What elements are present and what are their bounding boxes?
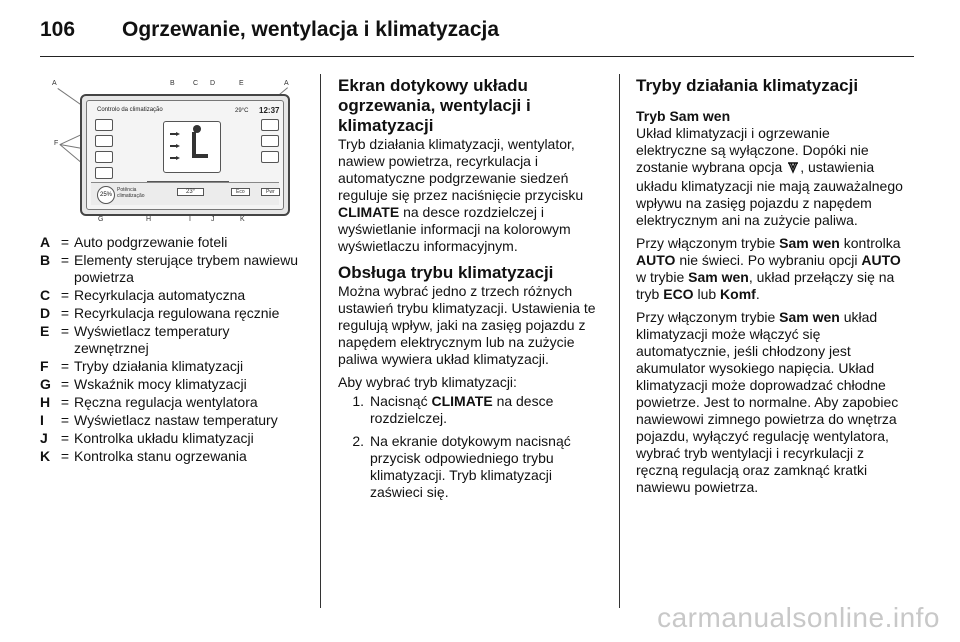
text-span: Przy włączonym trybie bbox=[636, 309, 776, 325]
legend-equals: = bbox=[60, 448, 70, 464]
section-heading: Tryby działania klimatyzacji bbox=[636, 76, 859, 95]
legend-equals: = bbox=[60, 412, 70, 428]
legend-key: I bbox=[40, 412, 44, 428]
legend-row bbox=[40, 412, 300, 429]
intro-paragraph bbox=[338, 136, 606, 255]
outside-temp: 29°C bbox=[235, 108, 249, 114]
legend-description: Kontrolka stanu ogrzewania bbox=[74, 448, 247, 464]
callout-a-right: A bbox=[284, 80, 289, 87]
mode-button bbox=[95, 167, 113, 179]
column-1 bbox=[40, 76, 300, 466]
power-label: Potência climatização bbox=[117, 187, 145, 199]
watermark: carmanualsonline.info bbox=[657, 602, 940, 633]
column-3 bbox=[636, 76, 904, 496]
legend-equals: = bbox=[60, 358, 70, 374]
text-span: kontrolka bbox=[843, 235, 901, 251]
eco-indicator: Eco bbox=[231, 188, 250, 196]
legend-equals: = bbox=[60, 234, 70, 250]
step-number: 1. bbox=[352, 393, 364, 409]
text-span: , ustawienia układu klimatyzacji nie mają zauważalnego wpływu na zasięg pojazdu z napędem elektrycznym ani na zużycie paliwa. bbox=[636, 159, 903, 228]
section-heading: Ekran dotykowy układu ogrzewania, wentylacji i klimatyzacji bbox=[338, 76, 531, 135]
list-item bbox=[338, 433, 606, 501]
column-2 bbox=[338, 76, 606, 507]
callout-g: G bbox=[98, 216, 104, 223]
legend-row bbox=[40, 430, 300, 447]
page-number: 106 bbox=[40, 18, 76, 41]
figure-legend bbox=[40, 234, 300, 465]
auto-heat-button bbox=[261, 119, 279, 131]
callout-d: D bbox=[210, 80, 216, 87]
legend-description: Ręczna regulacja wentylatora bbox=[74, 394, 258, 410]
header-rule bbox=[40, 56, 914, 57]
text-span: . bbox=[755, 286, 760, 302]
legend-key: H bbox=[40, 394, 51, 410]
legend-equals: = bbox=[60, 376, 70, 392]
legend-description: Kontrolka układu klimatyzacji bbox=[74, 430, 254, 446]
legend-description: Recyrkulacja automatyczna bbox=[74, 287, 246, 303]
callout-b: B bbox=[170, 80, 175, 87]
climate-keyword: CLIMATE bbox=[431, 393, 493, 409]
step-number: 2. bbox=[352, 433, 364, 449]
text-span: w trybie bbox=[636, 269, 685, 285]
auto-keyword: AUTO bbox=[861, 252, 901, 268]
fan-off-icon bbox=[786, 161, 800, 178]
callout-a: A bbox=[52, 80, 57, 87]
callout-f: F bbox=[54, 140, 59, 147]
legend-equals: = bbox=[60, 287, 70, 303]
text-span: Tryb działania klimatyzacji, wentylator, nawiew powietrza, recyrkulacja i automatyczne podgrzewanie siedzeń reguluje się przez naciśnięcie przycisku bbox=[338, 136, 584, 203]
text-span: na desce rozdzielczej i wyświetlanie informacji na kolorowym wyświetlaczu informacyjnym. bbox=[338, 204, 571, 254]
climate-screen-figure bbox=[40, 76, 300, 226]
seat-heat-button bbox=[95, 119, 113, 131]
column-divider-2 bbox=[619, 74, 620, 608]
paragraph bbox=[636, 125, 904, 229]
legend-key: C bbox=[40, 287, 51, 303]
mode-button bbox=[95, 135, 113, 147]
legend-row bbox=[40, 252, 300, 286]
eco-keyword: ECO bbox=[663, 286, 694, 302]
recirc-auto-button bbox=[261, 135, 279, 147]
paragraph: Aby wybrać tryb klimatyzacji: bbox=[338, 374, 517, 390]
legend-row bbox=[40, 287, 300, 304]
legend-row bbox=[40, 305, 300, 322]
seat-icon bbox=[163, 121, 221, 173]
column-divider-1 bbox=[320, 74, 321, 608]
step-text bbox=[370, 393, 606, 427]
callout-c: C bbox=[193, 80, 199, 87]
legend-description: Auto podgrzewanie foteli bbox=[74, 234, 228, 250]
legend-row bbox=[40, 376, 300, 393]
text-span: Układ klimatyzacji i ogrzewanie elektryczne są wyłączone. Dopóki nie zostanie wybrana opcja bbox=[636, 125, 869, 175]
screen-bottom-bar bbox=[91, 182, 279, 205]
subsection-heading: Tryb Sam wen bbox=[636, 108, 731, 124]
legend-description: Wskaźnik mocy klimatyzacji bbox=[74, 376, 247, 392]
temp-setpoint: 23° bbox=[177, 188, 204, 196]
page-title: Ogrzewanie, wentylacja i klimatyzacja bbox=[122, 18, 500, 41]
legend-description: Elementy sterujące trybem nawiewu powietrza bbox=[74, 252, 299, 285]
legend-description: Wyświetlacz temperatury zewnętrznej bbox=[74, 323, 230, 356]
legend-description: Wyświetlacz nastaw temperatury bbox=[74, 412, 278, 428]
recirc-manual-button bbox=[261, 151, 279, 163]
climate-keyword: CLIMATE bbox=[338, 204, 400, 220]
mode-keyword: Sam wen bbox=[688, 269, 749, 285]
touchscreen-illustration bbox=[80, 94, 290, 216]
legend-equals: = bbox=[60, 323, 70, 339]
legend-key: E bbox=[40, 323, 50, 339]
legend-equals: = bbox=[60, 305, 70, 321]
legend-row bbox=[40, 358, 300, 375]
legend-row bbox=[40, 234, 300, 251]
list-item bbox=[338, 393, 606, 427]
legend-key: B bbox=[40, 252, 51, 268]
legend-row bbox=[40, 394, 300, 411]
mode-keyword: Sam wen bbox=[779, 309, 840, 325]
legend-equals: = bbox=[60, 430, 70, 446]
text-span: nie świeci. Po wybraniu opcji bbox=[679, 252, 858, 268]
mode-keyword: Sam wen bbox=[779, 235, 840, 251]
clock: 12:37 bbox=[259, 106, 280, 115]
steps-list bbox=[338, 393, 606, 501]
komf-keyword: Komf bbox=[720, 286, 756, 302]
legend-equals: = bbox=[60, 394, 70, 410]
callout-i: I bbox=[189, 216, 191, 223]
auto-keyword: AUTO bbox=[636, 252, 676, 268]
text-span: Przy włączonym trybie bbox=[636, 235, 776, 251]
pwr-indicator: Pwr bbox=[261, 188, 280, 196]
text-span: układ klimatyzacji może włączyć się automatycznie, jeśli chłodzony jest akumulator wysokiego napięcia. Układ klimatyzacji może doprowadzać chłodne powietrze. Jest to normalne. Aby zapobiec nawiewowi zimnego powietrza do wnętrza pojazdu, wyłączyć regulację wentylatora, wybrać tryb wentylacji i recyrkulacji z ręczną regulacją oraz zamknąć kratki nawiewu powietrza. bbox=[636, 309, 899, 495]
mode-button bbox=[95, 151, 113, 163]
callout-k: K bbox=[240, 216, 245, 223]
callout-e: E bbox=[239, 80, 244, 87]
legend-row bbox=[40, 323, 300, 357]
legend-description: Recyrkulacja regulowana ręcznie bbox=[74, 305, 280, 321]
paragraph bbox=[636, 235, 904, 303]
legend-key: A bbox=[40, 234, 51, 250]
legend-key: J bbox=[40, 430, 48, 446]
text-span: Nacisnąć bbox=[370, 393, 428, 409]
legend-key: G bbox=[40, 376, 51, 392]
legend-key: K bbox=[40, 448, 51, 464]
callout-j: J bbox=[211, 216, 215, 223]
step-text: Na ekranie dotykowym nacisnąć przycisk odpowiedniego trybu klimatyzacji. Tryb klimatyzacji zaświeci się. bbox=[370, 433, 571, 500]
subsection-heading: Obsługa trybu klimatyzacji bbox=[338, 263, 554, 282]
screen-title: Controlo da climatização bbox=[97, 107, 163, 113]
text-span: , układ przełączy się na tryb bbox=[636, 269, 895, 302]
legend-key: D bbox=[40, 305, 51, 321]
legend-description: Tryby działania klimatyzacji bbox=[74, 358, 244, 374]
callout-h: H bbox=[146, 216, 152, 223]
text-span: lub bbox=[697, 286, 717, 302]
paragraph bbox=[636, 309, 904, 496]
legend-equals: = bbox=[60, 252, 70, 268]
text-span: na desce rozdzielczej. bbox=[370, 393, 554, 426]
legend-key: F bbox=[40, 358, 49, 374]
paragraph: Można wybrać jedno z trzech różnych ustawień trybu klimatyzacji. Ustawienia te regulują wpływ, jaki na zasięg pojazdu z napędem elektrycznym lub na zużycie paliwa wywiera układ klimatyzacji. bbox=[338, 283, 596, 367]
page-header bbox=[0, 0, 960, 58]
power-indicator: 25% bbox=[97, 186, 115, 204]
legend-row bbox=[40, 448, 300, 465]
